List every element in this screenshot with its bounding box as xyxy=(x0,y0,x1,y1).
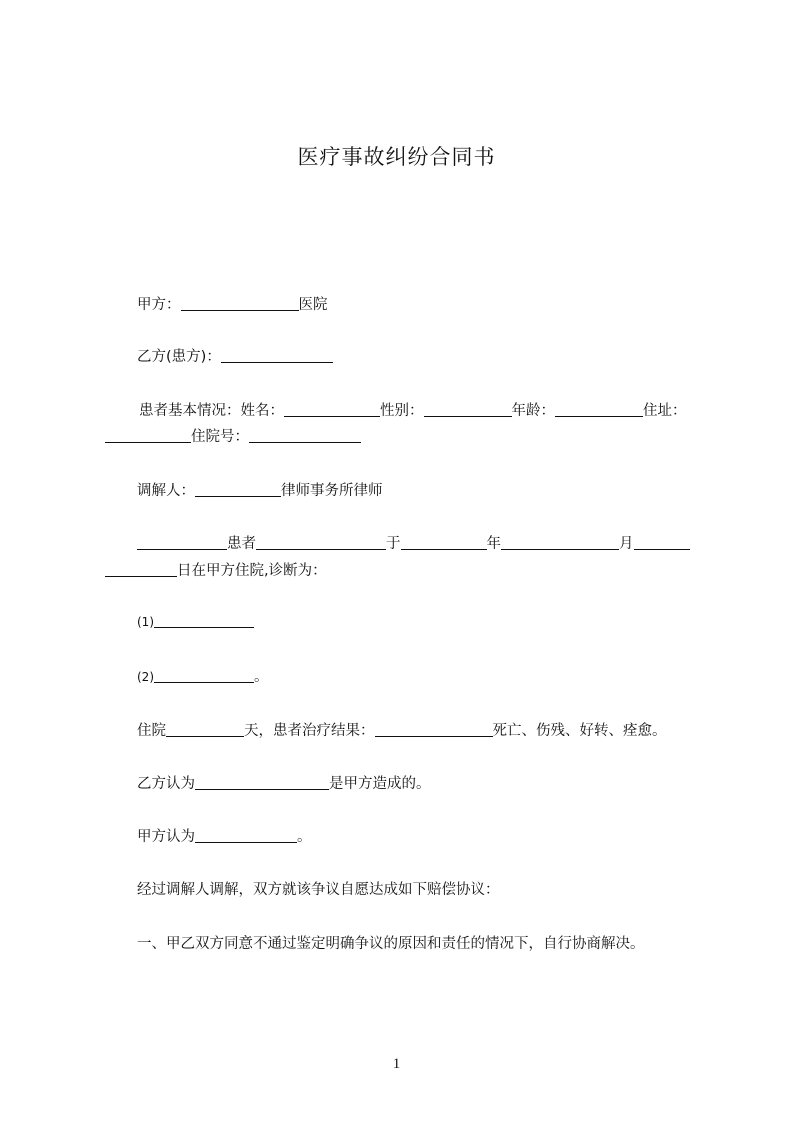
item-1-label: (1) xyxy=(137,615,154,629)
party-a-blank xyxy=(181,295,299,311)
b-view-label: 乙方认为 xyxy=(137,776,195,792)
age-label: 年龄： xyxy=(511,403,555,419)
result-options: 死亡、伤残、好转、痊愈。 xyxy=(492,723,667,739)
month-word: 月 xyxy=(619,536,634,552)
patient-name-blank xyxy=(256,534,386,550)
item-2-blank xyxy=(154,667,254,683)
diagnosis-line-1 xyxy=(105,532,737,553)
mediator-suffix: 律师事务所律师 xyxy=(281,483,383,499)
item-2-label: (2) xyxy=(137,670,154,684)
name-blank xyxy=(284,401,380,417)
day-blank-2 xyxy=(105,561,177,577)
age-blank xyxy=(555,401,643,417)
on-word: 于 xyxy=(386,536,401,552)
document-title: 医疗事故纠纷合同书 xyxy=(297,145,496,169)
diagnosis-line-2 xyxy=(105,559,705,580)
party-a-label: 甲方： xyxy=(137,297,181,313)
party-b-blank xyxy=(221,347,333,363)
a-view-blank xyxy=(195,827,297,843)
agreement-intro: 经过调解人调解，双方就该争议自愿达成如下赔偿协议： xyxy=(137,882,500,898)
item-2-end: 。 xyxy=(254,669,269,685)
mediator-line xyxy=(105,479,737,500)
stay-label: 住院 xyxy=(137,723,166,739)
clause-1: 一、甲乙双方同意不通过鉴定明确争议的原因和责任的情况下，自行协商解决。 xyxy=(137,936,645,952)
year-blank xyxy=(401,534,487,550)
mediator-blank xyxy=(195,481,281,497)
gender-label: 性别： xyxy=(380,403,424,419)
stay-days-blank xyxy=(166,721,244,737)
b-view-blank xyxy=(195,774,329,790)
month-blank xyxy=(501,534,619,550)
b-view-suffix: 是甲方造成的。 xyxy=(329,776,431,792)
result-blank xyxy=(375,721,493,737)
party-b-line xyxy=(105,345,737,366)
admission-diagnosis-text: 日在甲方住院,诊断为： xyxy=(177,563,327,579)
party-b-label: 乙方(患方)： xyxy=(137,349,221,365)
date-prefix-blank xyxy=(137,534,227,550)
diagnosis-item-2 xyxy=(105,665,737,686)
diagnosis-item-1 xyxy=(105,612,737,630)
address-label: 住址： xyxy=(643,403,687,419)
patient-info-line-1 xyxy=(105,399,739,420)
party-a-suffix: 医院 xyxy=(298,297,328,313)
party-a-line xyxy=(105,293,737,314)
admission-no-blank xyxy=(249,427,361,443)
gender-blank xyxy=(424,401,512,417)
address-blank xyxy=(105,427,191,443)
day-blank-1 xyxy=(634,534,690,550)
patient-info-label: 患者基本情况：姓名： xyxy=(139,403,284,419)
admission-no-label: 住院号： xyxy=(191,429,249,445)
a-view-label: 甲方认为 xyxy=(137,829,195,845)
page-number: 1 xyxy=(392,1056,401,1072)
patient-word: 患者 xyxy=(227,536,256,552)
patient-info-line-2 xyxy=(105,425,705,446)
a-view-suffix: 。 xyxy=(297,829,312,845)
party-a-view-line xyxy=(105,825,737,846)
party-b-view-line xyxy=(105,772,737,793)
stay-days-text: 天，患者治疗结果： xyxy=(244,723,375,739)
year-word: 年 xyxy=(486,536,501,552)
item-1-blank xyxy=(154,612,254,628)
hospital-stay-line xyxy=(105,719,737,740)
mediator-label: 调解人： xyxy=(137,483,195,499)
